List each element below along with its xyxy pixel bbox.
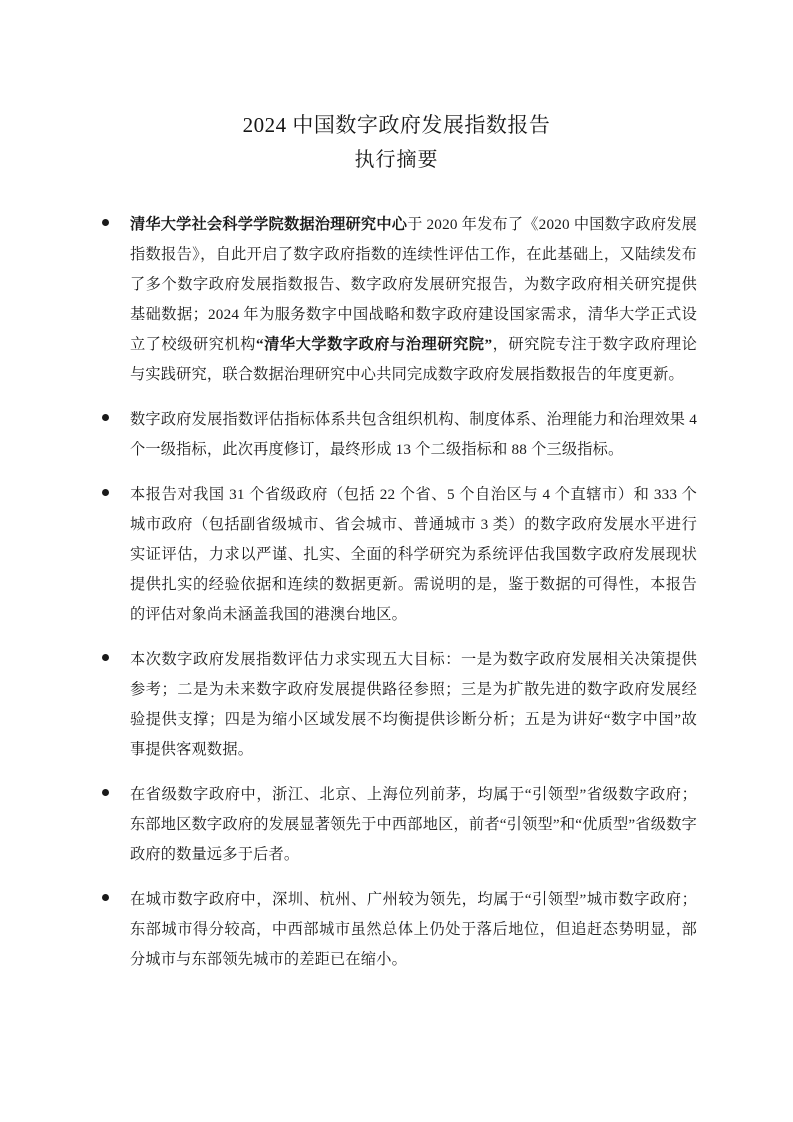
- list-item: [96, 480, 697, 630]
- bullet-dot-icon: [102, 414, 109, 421]
- bullet-dot-icon: [102, 894, 109, 901]
- body-text: 在省级数字政府中，浙江、北京、上海位列前茅，均属于“引领型”省级数字政府；东部地区数字政府的发展显著领先于中西部地区，前者“引领型”和“优质型”省级数字政府的数量远多于后者。: [130, 786, 697, 863]
- body-text: 在城市数字政府中，深圳、杭州、广州较为领先，均属于“引领型”城市数字政府；东部城市得分较高，中西部城市虽然总体上仍处于落后地位，但追赶态势明显，部分城市与东部领先城市的差距已在缩小。: [130, 891, 697, 968]
- page-title: 2024 中国数字政府发展指数报告: [242, 113, 551, 137]
- emphasis-text: 清华大学社会科学学院数据治理研究中心: [130, 216, 408, 233]
- paragraph-text: [130, 780, 697, 870]
- body-text: 于 2020 年发布了《2020 中国数字政府发展指数报告》，自此开启了数字政府指数的连续性评估工作，在此基础上，又陆续发布了多个数字政府发展指数报告、数字政府发展研究报告，为数字政府相关研究提供基础数据；2024 年为服务数字中国战略和数字政府建设国家需求，清华大学正式设立了校级研究机构: [130, 216, 697, 353]
- list-item: [96, 645, 697, 765]
- paragraph-text: [130, 210, 697, 390]
- list-item: [96, 885, 697, 975]
- bullet-dot-icon: [102, 489, 109, 496]
- list-item: [96, 780, 697, 870]
- bullet-dot-icon: [102, 219, 109, 226]
- body-text: ，研究院专注于数字政府理论与实践研究，联合数据治理研究中心共同完成数字政府发展指数报告的年度更新。: [130, 336, 697, 383]
- body-text: 本次数字政府发展指数评估力求实现五大目标：一是为数字政府发展相关决策提供参考；二是为未来数字政府发展提供路径参照；三是为扩散先进的数字政府发展经验提供支撑；四是为缩小区域发展不均衡提供诊断分析；五是为讲好“数字中国”故事提供客观数据。: [130, 651, 697, 758]
- body-text: 数字政府发展指数评估指标体系共包含组织机构、制度体系、治理能力和治理效果 4 个一级指标，此次再度修订，最终形成 13 个二级指标和 88 个三级指标。: [130, 411, 697, 458]
- emphasis-text: “清华大学数字政府与治理研究院”: [255, 336, 493, 353]
- list-item: [96, 405, 697, 465]
- paragraph-text: [130, 480, 697, 630]
- body-text: 本报告对我国 31 个省级政府（包括 22 个省、5 个自治区与 4 个直辖市）和 333 个城市政府（包括副省级城市、省会城市、普通城市 3 类）的数字政府发展水平进行实证评估，力求以严谨、扎实、全面的科学研究为系统评估我国数字政府发展现状提供扎实的经验依据和连续的数据更新。需说明的是，鉴于数据的可得性，本报告的评估对象尚未涵盖我国的港澳台地区。: [130, 486, 697, 623]
- paragraph-text: [130, 885, 697, 975]
- executive-summary-list: [96, 210, 697, 975]
- bullet-dot-icon: [102, 789, 109, 796]
- list-item: [96, 210, 697, 390]
- paragraph-text: [130, 405, 697, 465]
- page-subtitle: 执行摘要: [354, 149, 439, 171]
- paragraph-text: [130, 645, 697, 765]
- bullet-dot-icon: [102, 654, 109, 661]
